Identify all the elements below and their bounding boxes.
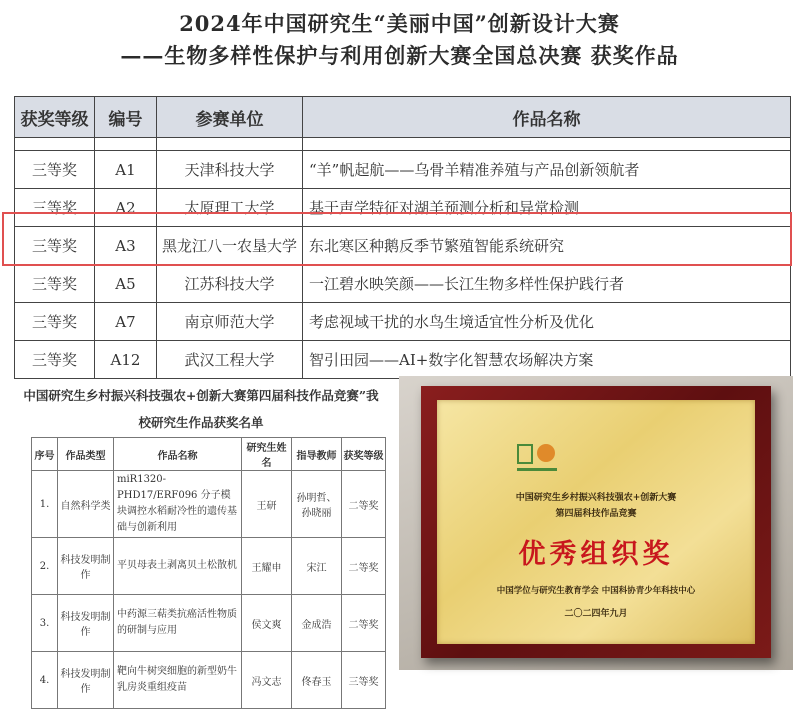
award-level: 三等奖: [15, 151, 95, 189]
award-level: 三等奖: [15, 303, 95, 341]
table-row: [15, 265, 791, 303]
row-type: 自然科学类: [58, 471, 114, 538]
grad-title-line1: 中国研究生乡村振兴科技强农+创新大赛第四届科技作品竞赛”我: [23, 388, 379, 403]
header-work: 作品名称: [303, 97, 791, 138]
row-work: miR1320-PHD17/ERF096 分子模块调控水稻耐冷性的遗传基础与创新利用: [114, 471, 242, 538]
highlight-box: [2, 212, 792, 266]
award-level: 三等奖: [15, 227, 95, 265]
competition-logo-icon: [517, 442, 557, 472]
table-row: [15, 303, 791, 341]
header-level: 获奖等级: [342, 438, 386, 471]
header-id: 编号: [95, 97, 157, 138]
main-title-line1: 2024年中国研究生“美丽中国”创新设计大赛: [179, 11, 620, 36]
header-level: 获奖等级: [15, 97, 95, 138]
header-unit: 参赛单位: [157, 97, 303, 138]
row-level: 二等奖: [342, 595, 386, 652]
entry-work: 一江碧水映笑颜——长江生物多样性保护践行者: [303, 265, 791, 303]
table-row: [32, 538, 386, 595]
table-row: [32, 471, 386, 538]
row-type: 科技发明制作: [58, 538, 114, 595]
row-no: 4.: [32, 652, 58, 709]
row-student: 王研: [242, 471, 292, 538]
header-advisor: 指导教师: [292, 438, 342, 471]
award-plaque-photo: [399, 376, 793, 670]
header-work: 作品名称: [114, 438, 242, 471]
grad-header-row: [32, 438, 386, 471]
row-type: 科技发明制作: [58, 595, 114, 652]
award-level: 三等奖: [15, 341, 95, 379]
entry-unit: 太原理工大学: [157, 189, 303, 227]
entry-id: A1: [95, 151, 157, 189]
row-advisor: 宋江: [292, 538, 342, 595]
entry-unit: 天津科技大学: [157, 151, 303, 189]
plaque-frame: [421, 386, 771, 658]
plaque-line2: 第四届科技作品竞赛: [555, 509, 637, 519]
table-row: [32, 595, 386, 652]
entry-unit: 南京师范大学: [157, 303, 303, 341]
entry-id: A12: [95, 341, 157, 379]
row-work: 中药源三萜类抗癌活性物质的研制与应用: [114, 595, 242, 652]
row-no: 3.: [32, 595, 58, 652]
entry-id: A2: [95, 189, 157, 227]
entry-unit: 黑龙江八一农垦大学: [157, 227, 303, 265]
row-type: 科技发明制作: [58, 652, 114, 709]
row-level: 二等奖: [342, 471, 386, 538]
row-level: 二等奖: [342, 538, 386, 595]
plaque-date: 二〇二四年九月: [564, 609, 628, 619]
entry-work: 智引田园——AI+数字化智慧农场解决方案: [303, 341, 791, 379]
plaque-award-title: 优秀组织奖: [518, 539, 674, 570]
header-type: 作品类型: [58, 438, 114, 471]
spacer-row: [15, 138, 791, 151]
plaque-line1: 中国研究生乡村振兴科技强农+创新大赛: [515, 493, 677, 503]
row-student: 王耀申: [242, 538, 292, 595]
plaque-organizers: 中国学位与研究生教育学会 中国科协青少年科技中心: [496, 586, 696, 596]
table-row: [15, 341, 791, 379]
header-no: 序号: [32, 438, 58, 471]
entry-work: 考虑视域干扰的水鸟生境适宜性分析及优化: [303, 303, 791, 341]
entry-id: A7: [95, 303, 157, 341]
row-advisor: 金成浩: [292, 595, 342, 652]
table-row: [15, 151, 791, 189]
grad-awards-table: [31, 437, 386, 709]
entry-id: A3: [95, 227, 157, 265]
plaque-gold-panel: [437, 400, 755, 644]
row-student: 冯文志: [242, 652, 292, 709]
award-level: 三等奖: [15, 265, 95, 303]
row-no: 2.: [32, 538, 58, 595]
main-title-line2: ——生物多样性保护与利用创新大赛全国总决赛 获奖作品: [120, 43, 679, 68]
entry-id: A5: [95, 265, 157, 303]
grad-title-line2: 校研究生作品获奖名单: [138, 415, 264, 430]
row-work: 靶向牛树突细胞的新型奶牛乳房炎重组疫苗: [114, 652, 242, 709]
table-row: [32, 652, 386, 709]
award-level: 三等奖: [15, 189, 95, 227]
row-work: 平贝母表土剥离贝土松散机: [114, 538, 242, 595]
row-student: 侯文爽: [242, 595, 292, 652]
row-no: 1.: [32, 471, 58, 538]
awards-header-row: [15, 97, 791, 138]
entry-work: 东北寒区种鹅反季节繁殖智能系统研究: [303, 227, 791, 265]
entry-work: 基于声学特征对湖羊预测分析和异常检测: [303, 189, 791, 227]
row-advisor: 孙明哲、孙晓丽: [292, 471, 342, 538]
row-advisor: 佟春玉: [292, 652, 342, 709]
row-level: 三等奖: [342, 652, 386, 709]
entry-unit: 武汉工程大学: [157, 341, 303, 379]
header-student: 研究生姓名: [242, 438, 292, 471]
entry-work: “羊”帆起航——乌骨羊精准养殖与产品创新领航者: [303, 151, 791, 189]
entry-unit: 江苏科技大学: [157, 265, 303, 303]
